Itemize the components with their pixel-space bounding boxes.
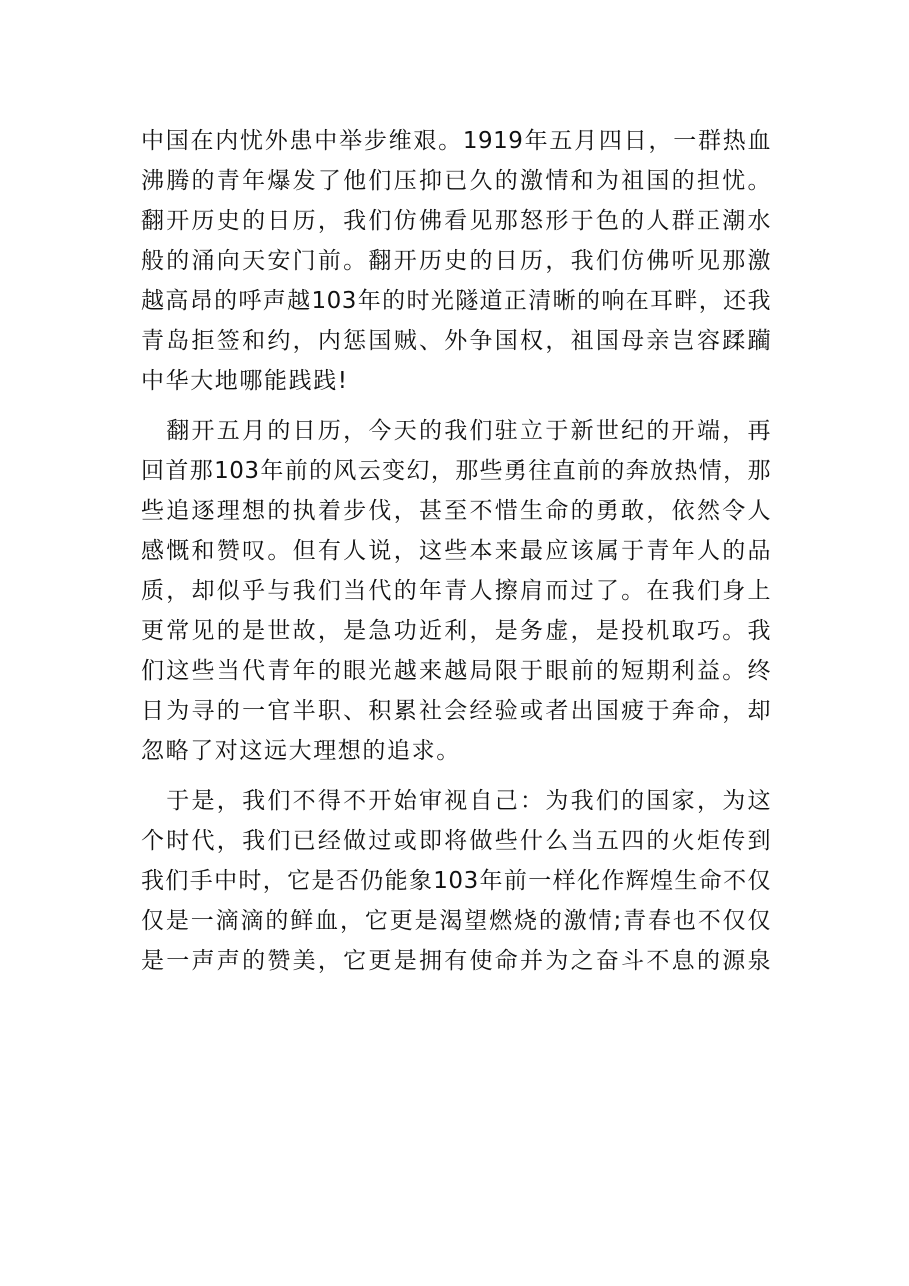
text-line: 越高昂的呼声越103年的时光隧道正清晰的响在耳畔，还我 — [141, 288, 771, 314]
paragraph-spacer — [141, 401, 771, 411]
text-line: 中华大地哪能践践! — [141, 368, 349, 394]
text-line: 更常见的是世故，是急功近利，是务虚，是投机取巧。我 — [141, 618, 771, 644]
text-line: 于是，我们不得不开始审视自己：为我们的国家，为这 — [141, 788, 771, 814]
text-line: 回首那103年前的风云变幻，那些勇往直前的奔放热情，那 — [141, 458, 771, 484]
text-line: 般的涌向天安门前。翻开历史的日历，我们仿佛听见那激 — [141, 248, 771, 274]
text-line: 翻开历史的日历，我们仿佛看见那怒形于色的人群正潮水 — [141, 208, 771, 234]
text-line: 些追逐理想的执着步伐，甚至不惜生命的勇敢，依然令人 — [141, 498, 771, 524]
document-body — [141, 121, 771, 981]
paragraph-3 — [141, 781, 771, 981]
text-line: 感慨和赞叹。但有人说，这些本来最应该属于青年人的品 — [141, 538, 771, 564]
paragraph-1 — [141, 121, 771, 401]
text-line: 是一声声的赞美，它更是拥有使命并为之奋斗不息的源泉 — [141, 948, 771, 974]
text-line: 沸腾的青年爆发了他们压抑已久的激情和为祖国的担忧。 — [141, 168, 771, 194]
text-line: 质，却似乎与我们当代的年青人擦肩而过了。在我们身上 — [141, 578, 771, 604]
text-line: 仅是一滴滴的鲜血，它更是渴望燃烧的激情;青春也不仅仅 — [141, 908, 771, 934]
text-line: 我们手中时，它是否仍能象103年前一样化作辉煌生命不仅 — [141, 868, 771, 894]
text-line: 忽略了对这远大理想的追求。 — [141, 738, 461, 764]
text-line: 们这些当代青年的眼光越来越局限于眼前的短期利益。终 — [141, 658, 771, 684]
text-line: 翻开五月的日历，今天的我们驻立于新世纪的开端，再 — [141, 418, 771, 444]
paragraph-spacer — [141, 771, 771, 781]
text-line: 青岛拒签和约，内惩国贼、外争国权，祖国母亲岂容蹂躏 — [141, 328, 771, 354]
text-line: 中国在内忧外患中举步维艰。1919年五月四日，一群热血 — [141, 128, 771, 154]
text-line: 个时代，我们已经做过或即将做些什么当五四的火炬传到 — [141, 828, 771, 854]
paragraph-2 — [141, 411, 771, 771]
text-line: 日为寻的一官半职、积累社会经验或者出国疲于奔命，却 — [141, 698, 771, 724]
